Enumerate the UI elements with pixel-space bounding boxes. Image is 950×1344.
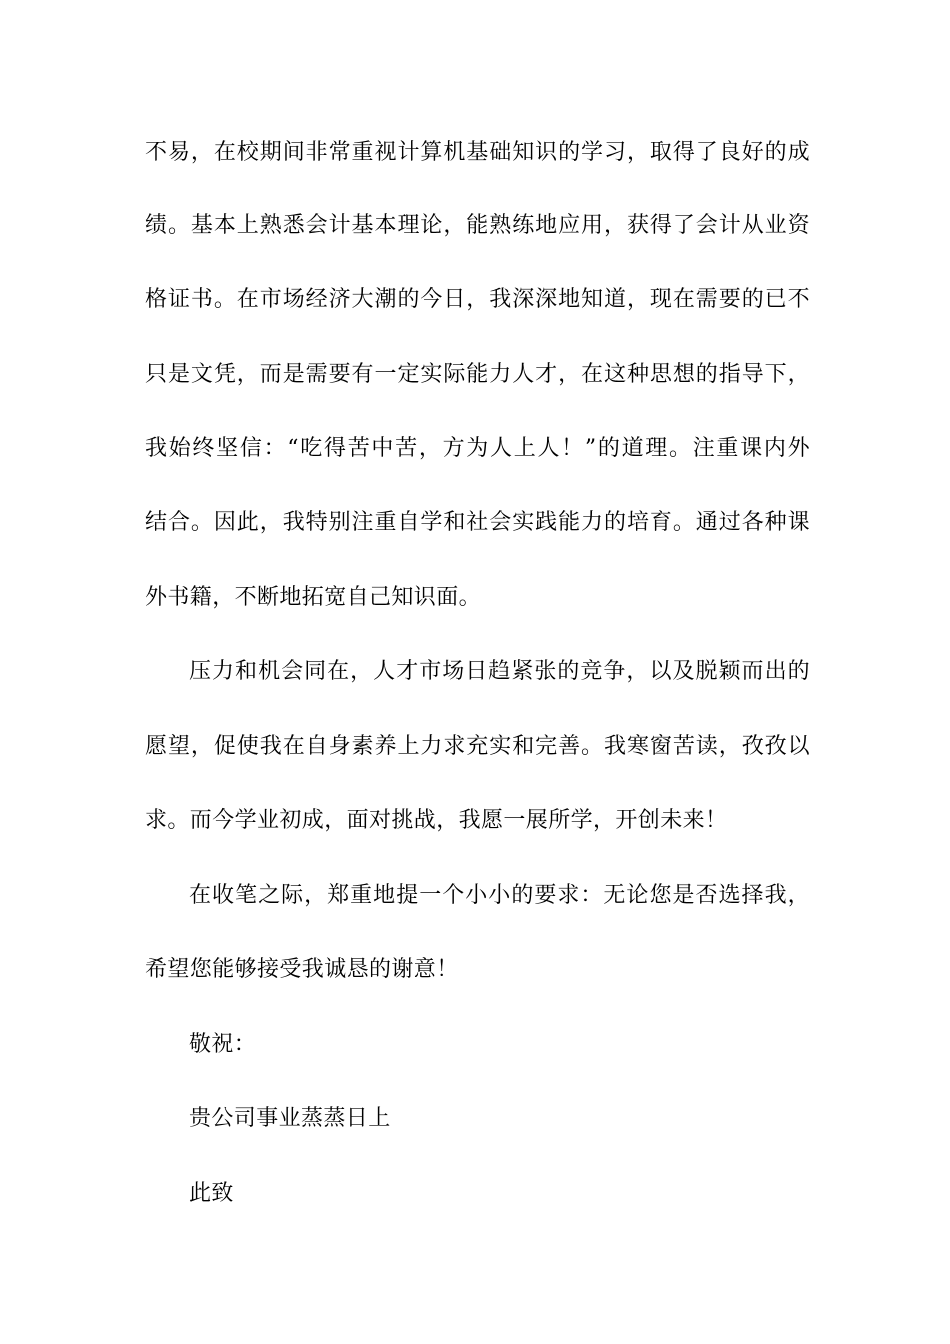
paragraph-line: 我始终坚信：“吃得苦中苦，方为人上人！”的道理。注重课内外: [145, 436, 810, 461]
paragraph-line: 外书籍，不断地拓宽自己知识面。: [145, 585, 482, 610]
salutation-line: 敬祝：: [189, 1032, 257, 1057]
paragraph-line: 只是文凭，而是需要有一定实际能力人才，在这种思想的指导下，: [145, 362, 810, 387]
paragraph-line: 求。而今学业初成，面对挑战，我愿一展所学，开创未来！: [145, 808, 728, 833]
paragraph-line: 在收笔之际，郑重地提一个小小的要求：无论您是否选择我，: [189, 883, 810, 908]
closing-line: 此致: [189, 1181, 234, 1206]
paragraph-line: 压力和机会同在，人才市场日趋紧张的竞争，以及脱颖而出的: [189, 659, 810, 684]
paragraph-line: 结合。因此，我特别注重自学和社会实践能力的培育。通过各种课: [145, 510, 810, 535]
paragraph-line: 希望您能够接受我诚恳的谢意！: [145, 957, 459, 982]
paragraph-line: 愿望，促使我在自身素养上力求充实和完善。我寒窗苦读，孜孜以: [145, 734, 810, 759]
paragraph-line: 格证书。在市场经济大潮的今日，我深深地知道，现在需要的已不: [145, 287, 810, 312]
wish-line: 贵公司事业蒸蒸日上: [189, 1106, 391, 1131]
paragraph-line: 不易，在校期间非常重视计算机基础知识的学习，取得了良好的成: [145, 140, 810, 165]
paragraph-line: 绩。基本上熟悉会计基本理论，能熟练地应用，获得了会计从业资: [145, 213, 810, 238]
